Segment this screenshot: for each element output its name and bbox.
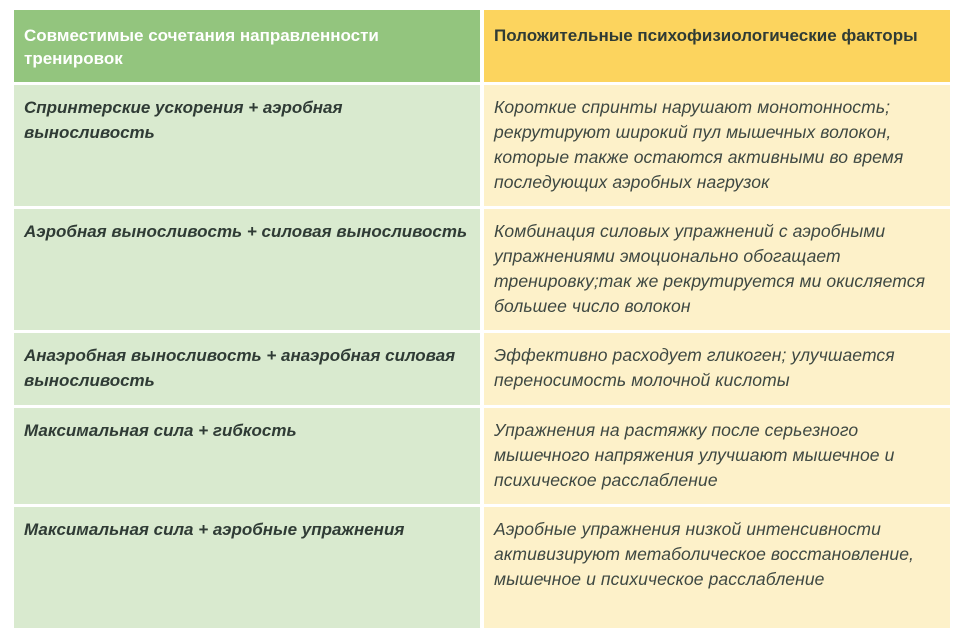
training-combinations-table <box>14 10 950 628</box>
factors-cell: Эффективно расходует гликоген; улучшается переносимость молочной кислоты <box>484 333 950 405</box>
table-row <box>14 507 950 628</box>
factors-cell: Аэробные упражнения низкой интенсивности активизируют метаболическое восстановление, мышечное и психическое расслабление <box>484 507 950 628</box>
combination-cell: Аэробная выносливость + силовая выносливость <box>14 209 480 330</box>
combination-cell: Спринтерские ускорения + аэробная выносливость <box>14 85 480 206</box>
table-row <box>14 408 950 504</box>
table-header-row <box>14 10 950 82</box>
header-factors: Положительные психофизиологические факторы <box>484 10 950 82</box>
combination-cell: Максимальная сила + гибкость <box>14 408 480 504</box>
table-row <box>14 333 950 405</box>
table-row <box>14 209 950 330</box>
factors-cell: Упражнения на растяжку после серьезного мышечного напряжения улучшают мышечное и психическое расслабление <box>484 408 950 504</box>
table-row <box>14 85 950 206</box>
header-combinations: Совместимые сочетания направленности тренировок <box>14 10 480 82</box>
factors-cell: Короткие спринты нарушают монотонность; рекрутируют широкий пул мышечных волокон, которые также остаются активными во время последующих аэробных нагрузок <box>484 85 950 206</box>
factors-cell: Комбинация силовых упражнений с аэробными упражнениями эмоционально обогащает тренировку;так же рекрутируется ми окисляется большее число волокон <box>484 209 950 330</box>
combination-cell: Максимальная сила + аэробные упражнения <box>14 507 480 628</box>
combination-cell: Анаэробная выносливость + анаэробная силовая выносливость <box>14 333 480 405</box>
